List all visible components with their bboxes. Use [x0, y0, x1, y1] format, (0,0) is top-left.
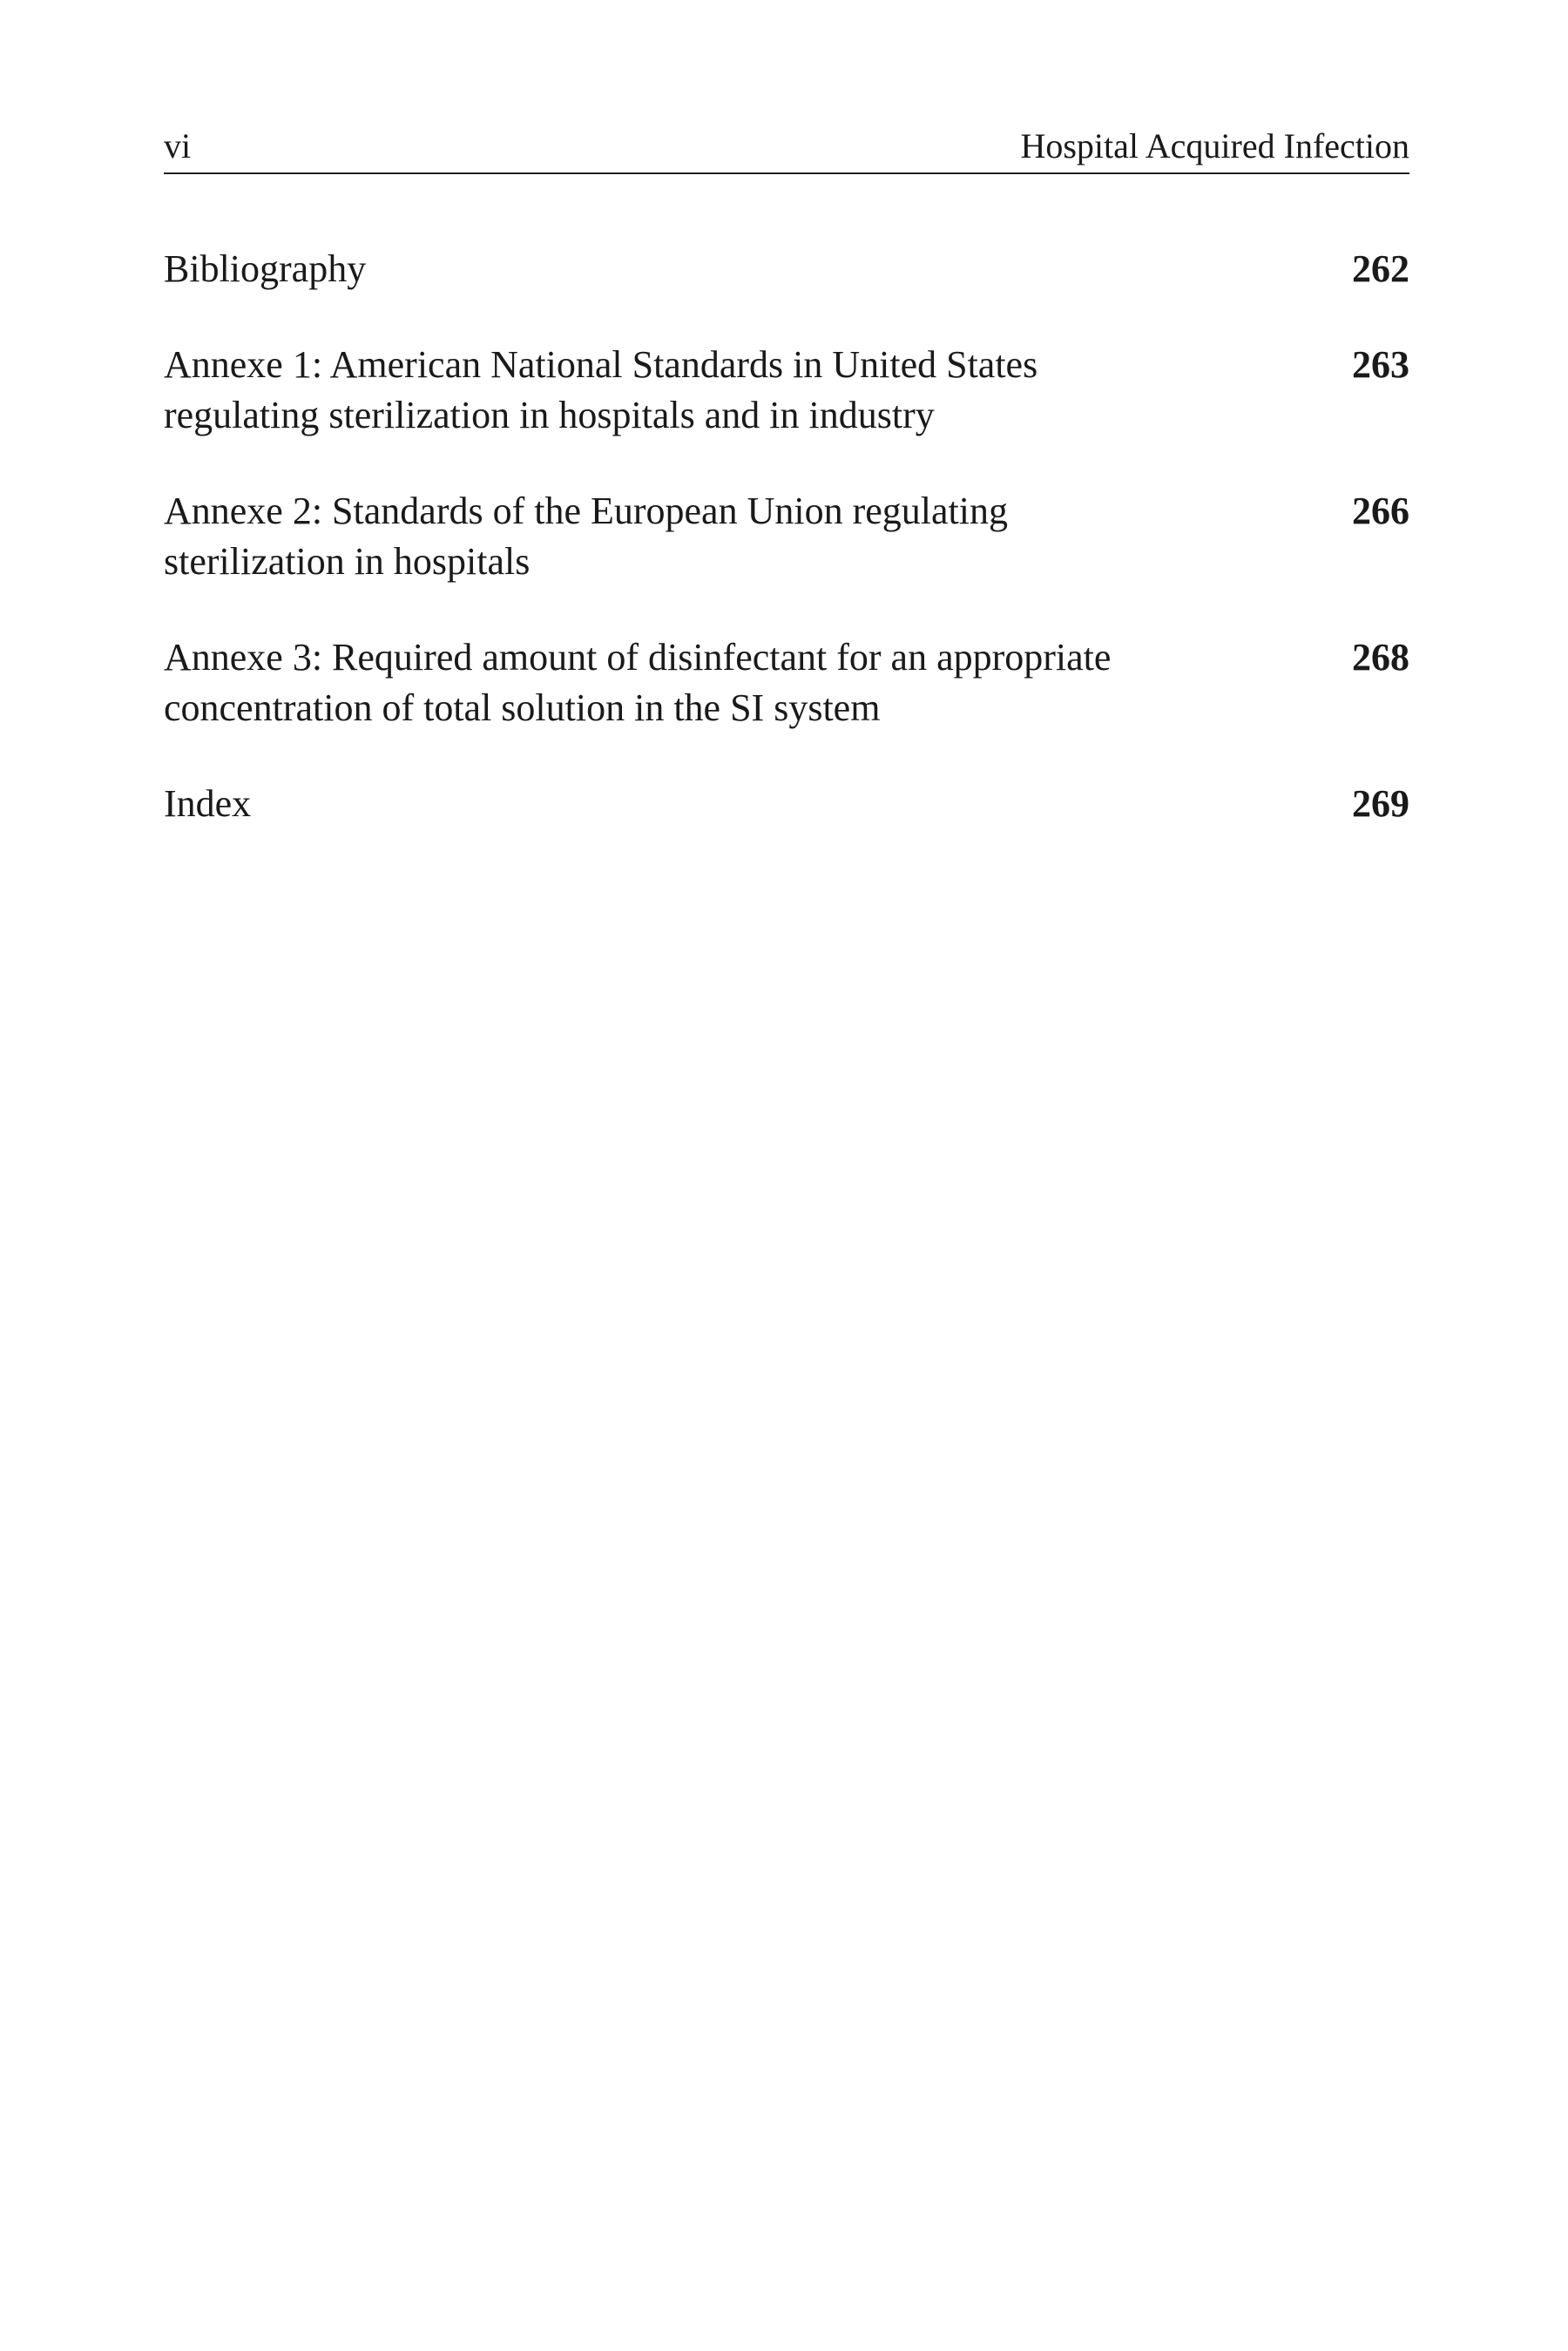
toc-entry-page: 268 — [1352, 636, 1409, 679]
toc-entry-title — [164, 340, 1037, 441]
toc-entry-title-line: sterilization in hospitals — [164, 540, 531, 583]
toc-entry-page: 266 — [1352, 490, 1409, 532]
toc-entry-title-line: Annexe 3: Required amount of disinfectant for an appropriate — [164, 636, 1112, 679]
toc-entry-title — [164, 632, 1111, 733]
toc-entry-page: 269 — [1352, 782, 1409, 825]
toc-entry-index[interactable] — [164, 779, 1409, 829]
toc-entry-annexe-3[interactable] — [164, 632, 1409, 733]
toc-entry-annexe-1[interactable] — [164, 340, 1409, 441]
toc-entry-page: 262 — [1352, 247, 1409, 290]
toc-entry-title — [164, 486, 1008, 587]
toc-entry-title-line: regulating sterilization in hospitals and in industry — [164, 394, 935, 436]
toc-entry-title-line: Index — [164, 782, 252, 825]
toc-entry-page: 263 — [1352, 343, 1409, 386]
toc-entry-title — [164, 244, 366, 294]
toc-entry-title-line: Annexe 2: Standards of the European Union regulating — [164, 490, 1008, 532]
toc-entry-annexe-2[interactable] — [164, 486, 1409, 587]
toc-entry-title-line: Bibliography — [164, 247, 367, 290]
toc-entry-bibliography[interactable] — [164, 244, 1409, 294]
running-title: Hospital Acquired Infection — [1020, 126, 1409, 166]
table-of-contents — [164, 244, 1409, 829]
running-head — [164, 120, 1409, 174]
toc-entry-title-line: Annexe 1: American National Standards in United States — [164, 343, 1038, 386]
toc-entry-title — [164, 779, 251, 829]
page-number: vi — [164, 126, 192, 166]
toc-entry-title-line: concentration of total solution in the SI system — [164, 686, 881, 729]
